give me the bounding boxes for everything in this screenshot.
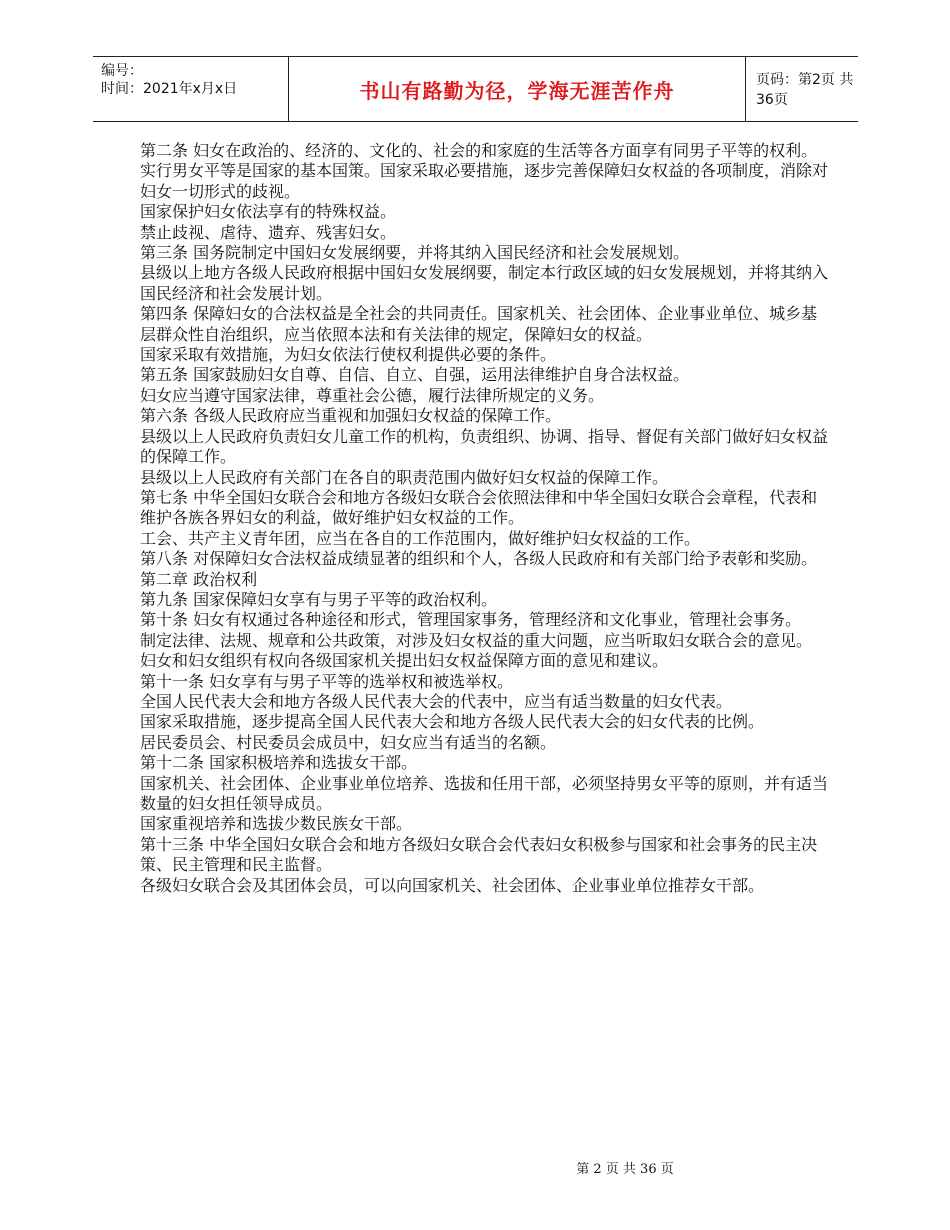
header-motto: 书山有路勤为径，学海无涯苦作舟 xyxy=(359,78,675,103)
article-paragraph: 制定法律、法规、规章和公共政策，对涉及妇女权益的重大问题，应当听取妇女联合会的意见。 xyxy=(140,630,813,650)
article-paragraph: 第四条 保障妇女的合法权益是全社会的共同责任。国家机关、社会团体、企业事业单位、城乡基层群众性自治组织，应当依照本法和有关法律的规定，保障妇女的权益。 xyxy=(140,304,818,344)
article-paragraph: 第十三条 中华全国妇女联合会和地方各级妇女联合会代表妇女积极参与国家和社会事务的民主决策、民主管理和民主监督。 xyxy=(140,834,818,875)
page-footer xyxy=(0,1158,950,1177)
article-paragraph: 第七条 中华全国妇女联合会和地方各级妇女联合会依照法律和中华全国妇女联合会章程，代表和维护各族各界妇女的利益，做好维护妇女权益的工作。 xyxy=(140,487,818,528)
article-paragraph: 第六条 各级人民政府应当重视和加强妇女权益的保障工作。 xyxy=(140,406,562,426)
article-paragraph: 工会、共产主义青年团，应当在各自的工作范围内，做好维护妇女权益的工作。 xyxy=(140,528,701,548)
number-label: 编号： xyxy=(101,63,143,79)
article-paragraph: 县级以上人民政府有关部门在各自的职责范围内做好妇女权益的保障工作。 xyxy=(140,467,669,487)
article-paragraph: 国家采取有效措施，为妇女依法行使权利提供必要的条件。 xyxy=(140,345,557,365)
article-paragraph: 第十条 妇女有权通过各种途径和形式，管理国家事务，管理经济和文化事业，管理社会事务。 xyxy=(140,610,802,630)
header-page-info: 页码：第2页 共36页 xyxy=(756,72,854,108)
article-paragraph: 各级妇女联合会及其团体会员，可以向国家机关、社会团体、企业事业单位推荐女干部。 xyxy=(140,875,765,895)
article-paragraph: 国家保护妇女依法享有的特殊权益。 xyxy=(140,202,397,222)
article-paragraph: 国家机关、社会团体、企业事业单位培养、选拔和任用干部，必须坚持男女平等的原则，并有适当数量的妇女担任领导成员。 xyxy=(140,773,829,813)
article-paragraph: 居民委员会、村民委员会成员中，妇女应当有适当的名额。 xyxy=(140,732,557,752)
footer-page-number: 第 2 页 共 36 页 xyxy=(576,1162,674,1177)
article-paragraph: 第八条 对保障妇女合法权益成绩显著的组织和个人，各级人民政府和有关部门给予表彰和奖励。 xyxy=(140,549,818,569)
header-motto-cell xyxy=(288,57,746,121)
page-header xyxy=(93,56,858,122)
article-paragraph: 第二条 妇女在政治的、经济的、文化的、社会的和家庭的生活等各方面享有同男子平等的权利。 xyxy=(140,141,818,160)
article-paragraph: 第九条 国家保障妇女享有与男子平等的政治权利。 xyxy=(140,589,498,609)
article-paragraph: 禁止歧视、虐待、遗弃、残害妇女。 xyxy=(140,222,397,242)
article-paragraph: 妇女和妇女组织有权向各级国家机关提出妇女权益保障方面的意见和建议。 xyxy=(140,651,669,671)
article-paragraph: 国家采取措施，逐步提高全国人民代表大会和地方各级人民代表大会的妇女代表的比例。 xyxy=(140,712,765,732)
article-paragraph: 国家重视培养和选拔少数民族女干部。 xyxy=(140,814,413,834)
article-paragraph: 妇女应当遵守国家法律，尊重社会公德，履行法律所规定的义务。 xyxy=(140,385,605,405)
time-label: 时间：2021年x月x日 xyxy=(101,81,238,97)
article-paragraph: 第五条 国家鼓励妇女自尊、自信、自立、自强，运用法律维护自身合法权益。 xyxy=(140,365,690,385)
article-paragraph: 第十一条 妇女享有与男子平等的选举权和被选举权。 xyxy=(140,671,514,691)
article-paragraph: 第三条 国务院制定中国妇女发展纲要，并将其纳入国民经济和社会发展规划。 xyxy=(140,243,690,263)
document-body xyxy=(140,141,830,896)
article-paragraph: 全国人民代表大会和地方各级人民代表大会的代表中，应当有适当数量的妇女代表。 xyxy=(140,691,733,711)
article-paragraph: 县级以上地方各级人民政府根据中国妇女发展纲要，制定本行政区域的妇女发展规划，并将其纳入国民经济和社会发展计划。 xyxy=(140,263,829,303)
article-paragraph: 第二章 政治权利 xyxy=(140,569,258,589)
article-paragraph: 县级以上人民政府负责妇女儿童工作的机构，负责组织、协调、指导、督促有关部门做好妇女权益的保障工作。 xyxy=(140,426,829,467)
article-paragraph: 实行男女平等是国家的基本国策。国家采取必要措施，逐步完善保障妇女权益的各项制度，消除对妇女一切形式的歧视。 xyxy=(140,161,829,201)
article-paragraph: 第十二条 国家积极培养和选拔女干部。 xyxy=(140,753,418,773)
header-meta xyxy=(93,57,288,121)
